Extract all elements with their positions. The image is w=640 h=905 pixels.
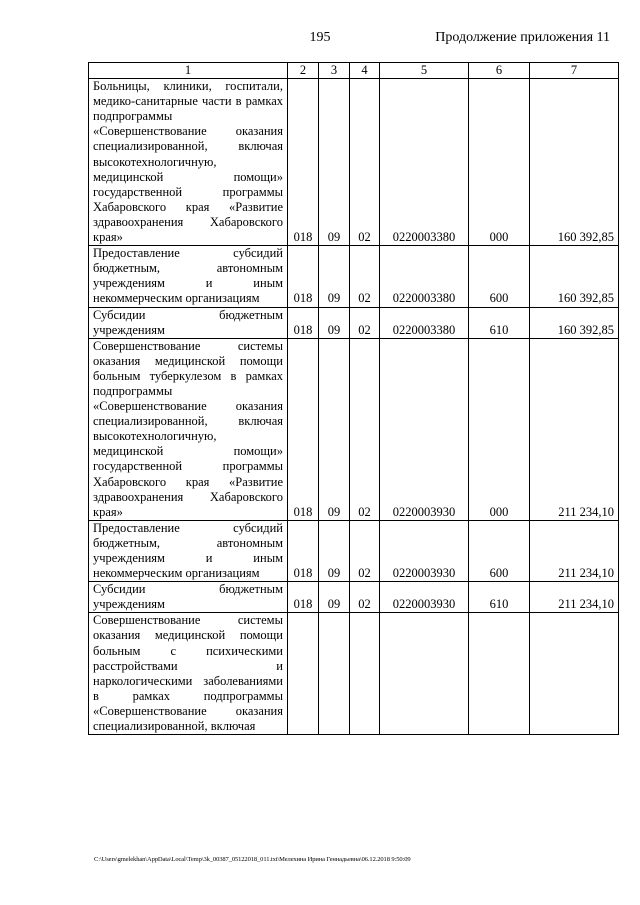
column-header: 1 bbox=[89, 63, 288, 79]
row-name: Совершенствование системы оказания медицинской помощи больным туберкулезом в рамках подпрограммы «Совершенствование оказания специализированной, включая высокотехнологичную, медицинской помощи» государственной программы Хабаровского края «Развитие здравоохранения Хабаровского края» bbox=[89, 338, 288, 520]
row-name: Предоставление субсидий бюджетным, автономным учреждениям и иным некоммерческим организациям bbox=[89, 520, 288, 581]
section-code: 09 bbox=[319, 520, 350, 581]
row-name: Совершенствование системы оказания медицинской помощи больным с психическими расстройствами и наркологическими заболеваниями в рамках подпрограммы «Совершенствование оказания специализированной, включая bbox=[89, 613, 288, 735]
expense-type-code: 000 bbox=[469, 79, 530, 246]
target-article-code: 0220003380 bbox=[380, 307, 469, 338]
table-row bbox=[89, 613, 619, 735]
target-article-code: 0220003930 bbox=[380, 338, 469, 520]
subsection-code: 02 bbox=[350, 338, 380, 520]
target-article-code: 0220003930 bbox=[380, 582, 469, 613]
expense-type-code: 600 bbox=[469, 520, 530, 581]
table-row bbox=[89, 338, 619, 520]
target-article-code bbox=[380, 613, 469, 735]
section-code: 09 bbox=[319, 246, 350, 307]
expense-type-code: 000 bbox=[469, 338, 530, 520]
budget-table bbox=[88, 62, 619, 735]
row-name: Субсидии бюджетным учреждениям bbox=[89, 307, 288, 338]
appendix-note: Продолжение приложения 11 bbox=[435, 30, 610, 45]
expense-type-code bbox=[469, 613, 530, 735]
column-header: 6 bbox=[469, 63, 530, 79]
amount: 160 392,85 bbox=[530, 246, 619, 307]
column-header: 3 bbox=[319, 63, 350, 79]
target-article-code: 0220003380 bbox=[380, 246, 469, 307]
column-header: 4 bbox=[350, 63, 380, 79]
section-code: 09 bbox=[319, 338, 350, 520]
section-code bbox=[319, 613, 350, 735]
subsection-code: 02 bbox=[350, 582, 380, 613]
page-number: 195 bbox=[309, 30, 331, 45]
table-row bbox=[89, 307, 619, 338]
ministry-code: 018 bbox=[288, 520, 319, 581]
ministry-code: 018 bbox=[288, 79, 319, 246]
file-path-footer: C:\Users\gmelekhan\AppData\Local\Temp\3k_00387_05122018_011.txt\Мелехина Ирина Геннадьевна\06.12.2018 9:50:09 bbox=[94, 856, 411, 863]
amount: 211 234,10 bbox=[530, 582, 619, 613]
row-name: Предоставление субсидий бюджетным, автономным учреждениям и иным некоммерческим организациям bbox=[89, 246, 288, 307]
expense-type-code: 610 bbox=[469, 307, 530, 338]
amount: 211 234,10 bbox=[530, 338, 619, 520]
subsection-code bbox=[350, 613, 380, 735]
subsection-code: 02 bbox=[350, 307, 380, 338]
row-name: Больницы, клиники, госпитали, медико-санитарные части в рамках подпрограммы «Совершенствование оказания специализированной, включая высокотехнологичную, медицинской помощи» государственной программы Хабаровского края «Развитие здравоохранения Хабаровского края» bbox=[89, 79, 288, 246]
section-code: 09 bbox=[319, 582, 350, 613]
ministry-code: 018 bbox=[288, 582, 319, 613]
header-row bbox=[89, 63, 619, 79]
table-row bbox=[89, 520, 619, 581]
ministry-code bbox=[288, 613, 319, 735]
column-header: 5 bbox=[380, 63, 469, 79]
table-row bbox=[89, 582, 619, 613]
amount: 160 392,85 bbox=[530, 307, 619, 338]
table-row bbox=[89, 79, 619, 246]
subsection-code: 02 bbox=[350, 246, 380, 307]
section-code: 09 bbox=[319, 79, 350, 246]
amount bbox=[530, 613, 619, 735]
amount: 211 234,10 bbox=[530, 520, 619, 581]
subsection-code: 02 bbox=[350, 79, 380, 246]
ministry-code: 018 bbox=[288, 338, 319, 520]
expense-type-code: 610 bbox=[469, 582, 530, 613]
target-article-code: 0220003930 bbox=[380, 520, 469, 581]
column-header: 7 bbox=[530, 63, 619, 79]
table-row bbox=[89, 246, 619, 307]
ministry-code: 018 bbox=[288, 307, 319, 338]
expense-type-code: 600 bbox=[469, 246, 530, 307]
amount: 160 392,85 bbox=[530, 79, 619, 246]
section-code: 09 bbox=[319, 307, 350, 338]
column-header: 2 bbox=[288, 63, 319, 79]
target-article-code: 0220003380 bbox=[380, 79, 469, 246]
row-name: Субсидии бюджетным учреждениям bbox=[89, 582, 288, 613]
ministry-code: 018 bbox=[288, 246, 319, 307]
subsection-code: 02 bbox=[350, 520, 380, 581]
